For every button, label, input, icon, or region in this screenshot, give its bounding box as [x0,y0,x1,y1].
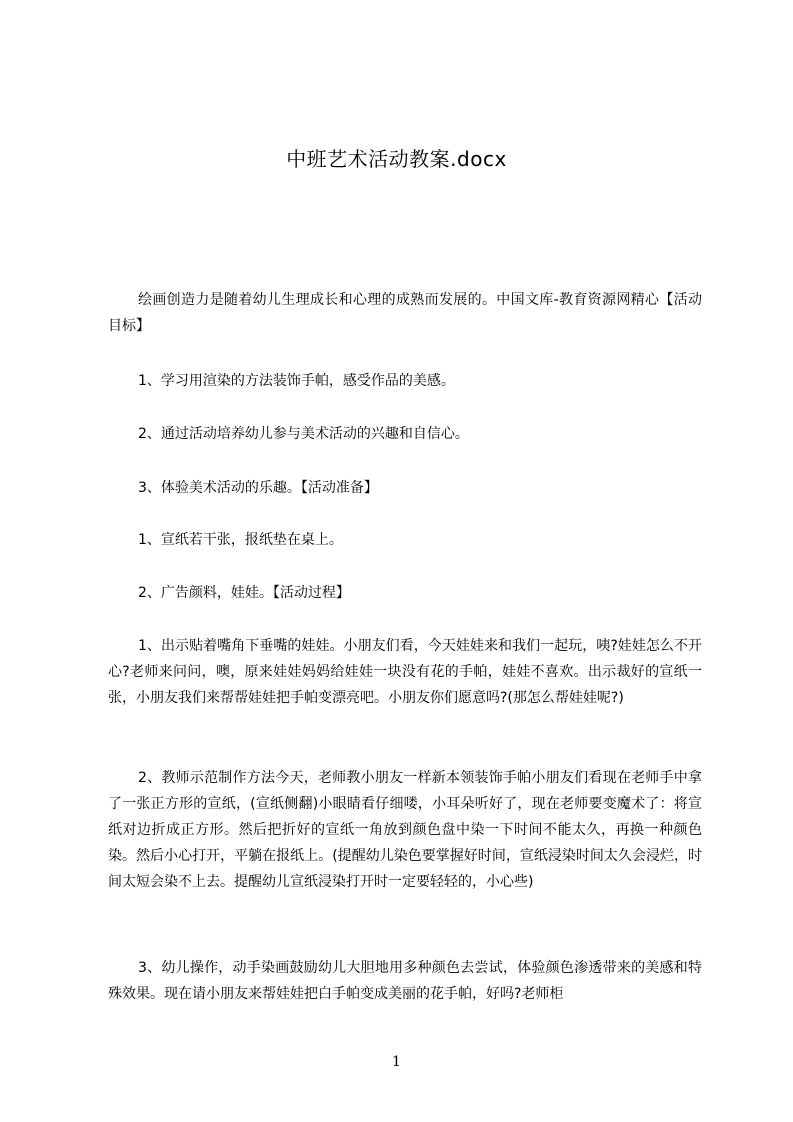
paragraph-prep-1: 1、宣纸若干张，报纸垫在桌上。 [138,532,343,548]
paragraph-process-2: 2、教师示范制作方法今天，老师教小朋友一样新本领装饰手帕小朋友们看现在老师手中拿了一张正方形的宣纸，(宣纸侧翻)小眼睛看仔细喽，小耳朵听好了，现在老师要变魔术了：将宣纸对边折成正方形。然后把折好的宣纸一角放到颜色盘中染一下时间不能太久，再换一种颜色染。然后小心打开，平躺在报纸上。(提醒幼儿染色要掌握好时间，宣纸浸染时间太久会浸烂，时间太短会染不上去。提醒幼儿宣纸浸染打开时一定要轻轻的，小心些) [108,770,702,890]
page-number: 1 [392,1054,401,1070]
paragraph-process-1: 1、出示贴着嘴角下垂嘴的娃娃。小朋友们看，今天娃娃来和我们一起玩，咦?娃娃怎么不开心?老师来问问，噢，原来娃娃妈妈给娃娃一块没有花的手帕，娃娃不喜欢。出示裁好的宣纸一张，小朋友我们来帮帮娃娃把手帕变漂亮吧。小朋友你们愿意吗?(那怎么帮娃娃呢?) [108,638,702,706]
document-title: 中班艺术活动教案.docx [286,147,507,171]
paragraph-prep-2: 2、广告颜料，娃娃。【活动过程】 [138,585,350,601]
paragraph-process-3: 3、幼儿操作，动手染画鼓励幼儿大胆地用多种颜色去尝试，体验颜色渗透带来的美感和特殊效果。现在请小朋友来帮娃娃把白手帕变成美丽的花手帕，好吗?老师柜 [108,960,702,1002]
paragraph-goal-1: 1、学习用渲染的方法装饰手帕，感受作品的美感。 [138,373,455,389]
paragraph-intro: 绘画创造力是随着幼儿生理成长和心理的成熟而发展的。中国文库-教育资源网精心【活动目标】 [108,292,702,334]
paragraph-goal-2: 2、通过活动培养幼儿参与美术活动的兴趣和自信心。 [138,426,469,442]
paragraph-goal-3: 3、体验美术活动的乐趣。【活动准备】 [138,480,378,496]
